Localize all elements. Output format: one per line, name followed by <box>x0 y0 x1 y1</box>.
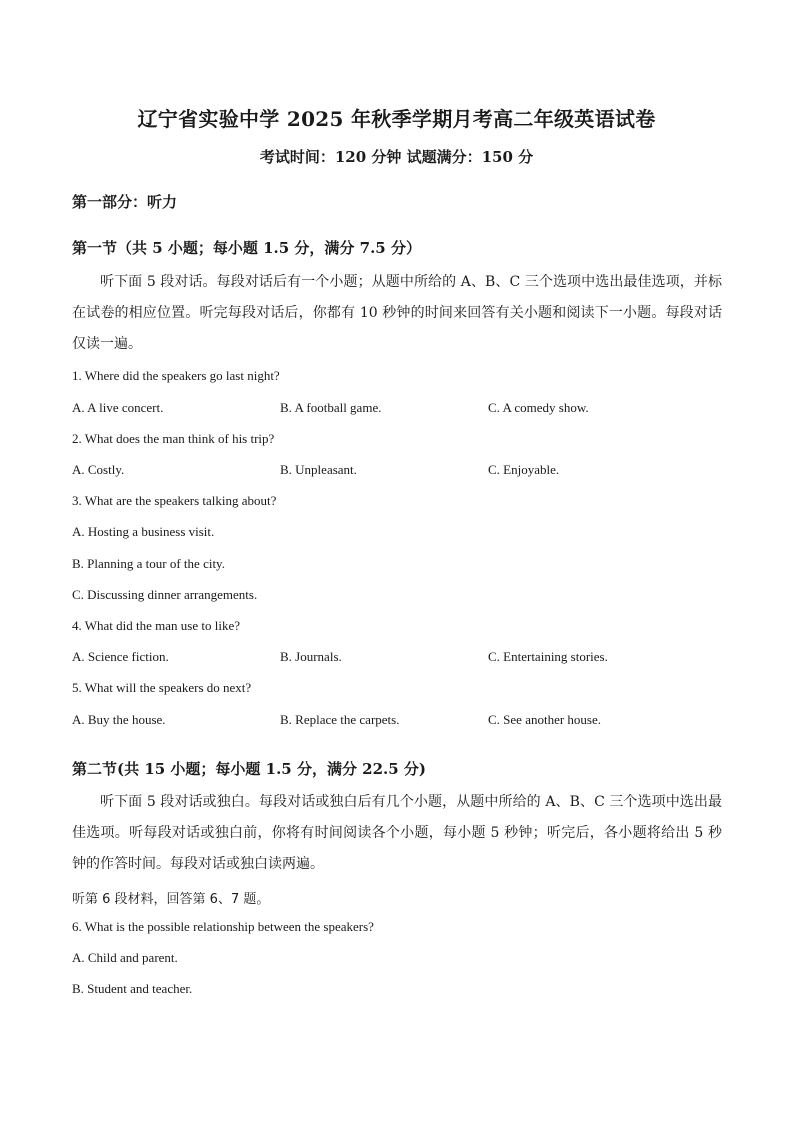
question-3: 3. What are the speakers talking about? <box>72 493 277 508</box>
question-5-option-a: A. Buy the house. <box>72 712 166 727</box>
question-4-option-b: B. Journals. <box>280 649 342 664</box>
question-2-option-b: B. Unpleasant. <box>280 462 357 477</box>
question-6: 6. What is the possible relationship between the speakers? <box>72 919 374 934</box>
question-5: 5. What will the speakers do next? <box>72 680 252 695</box>
section1-instructions: 听下面 5 段对话。每段对话后有一个小题；从题中所给的 A、B、C 三个选项中选出最佳选项，并标在试卷的相应位置。听完每段对话后，你都有 10 秒钟的时间来回答有关小题和阅读下一小题。每段对话仅读一遍。 <box>72 274 722 352</box>
question-5-option-b: B. Replace the carpets. <box>280 712 400 727</box>
question-1: 1. Where did the speakers go last night? <box>72 368 280 383</box>
material-note: 听第 6 段材料，回答第 6、7 题。 <box>72 892 270 907</box>
question-5-option-c: C. See another house. <box>488 712 602 727</box>
question-3-option-a: A. Hosting a business visit. <box>72 524 215 539</box>
exam-title: 辽宁省实验中学 2025 年秋季学期月考高二年级英语试卷 <box>137 107 656 131</box>
question-3-option-c: C. Discussing dinner arrangements. <box>72 587 258 602</box>
question-1-option-c: C. A comedy show. <box>488 400 589 415</box>
question-6-option-b: B. Student and teacher. <box>72 981 193 996</box>
question-4-option-c: C. Entertaining stories. <box>488 649 608 664</box>
section1-heading: 第一节（共 5 小题；每小题 1.5 分，满分 7.5 分） <box>72 239 421 257</box>
exam-subtitle: 考试时间：120 分钟 试题满分：150 分 <box>259 148 534 166</box>
section2-instructions: 听下面 5 段对话或独白。每段对话或独白后有几个小题，从题中所给的 A、B、C 三个选项中选出最佳选项。听每段对话或独白前，你将有时间阅读各个小题，每小题 5 秒钟；听完后，各小题将给出 5 秒钟的作答时间。每段对话或独白读两遍。 <box>72 794 722 872</box>
question-2-option-a: A. Costly. <box>72 462 125 477</box>
question-3-option-b: B. Planning a tour of the city. <box>72 556 225 571</box>
question-2: 2. What does the man think of his trip? <box>72 431 275 446</box>
question-1-option-a: A. A live concert. <box>72 400 164 415</box>
question-2-option-c: C. Enjoyable. <box>488 462 560 477</box>
part1-heading: 第一部分：听力 <box>72 193 178 211</box>
section2-heading: 第二节(共 15 小题；每小题 1.5 分，满分 22.5 分) <box>72 760 427 778</box>
question-4: 4. What did the man use to like? <box>72 618 240 633</box>
question-4-option-a: A. Science fiction. <box>72 649 169 664</box>
question-1-option-b: B. A football game. <box>280 400 382 415</box>
question-6-option-a: A. Child and parent. <box>72 950 178 965</box>
